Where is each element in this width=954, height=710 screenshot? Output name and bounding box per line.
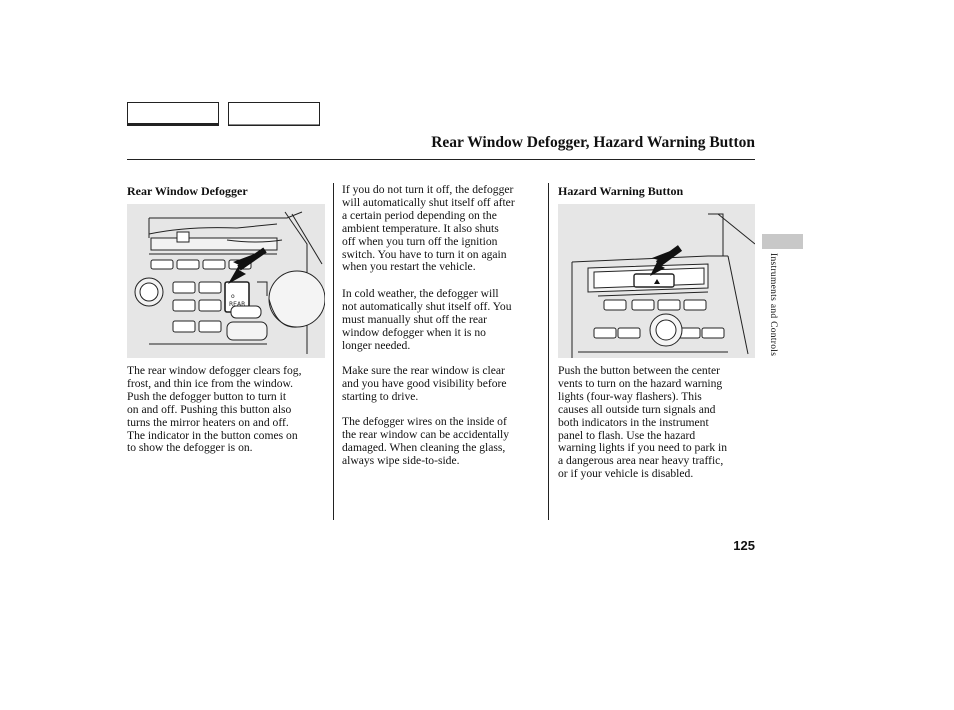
hazard-heading: Hazard Warning Button — [558, 184, 684, 198]
nav-box-main-menu[interactable] — [127, 102, 219, 126]
defogger-paragraph-2: If you do not turn it off, the defogger will automatically shut itself off after a certain period depending on the ambient temperature. It also shuts off when you turn off the ignition switch. You have to turn it on again when you restart the vehicle. — [342, 183, 515, 274]
column-divider — [548, 183, 549, 520]
defogger-heading: Rear Window Defogger — [127, 184, 248, 198]
defogger-figure — [127, 204, 325, 358]
defogger-paragraph-3: In cold weather, the defogger will not automatically shut itself off. You must manually shut off the rear window defogger when it is no longer needed. — [342, 287, 512, 352]
section-tab — [762, 234, 803, 249]
defogger-paragraph-5: The defogger wires on the inside of the rear window can be accidentally damaged. When cleaning the glass, always wipe side-to-side. — [342, 415, 510, 467]
page-title: Rear Window Defogger, Hazard Warning Button — [431, 134, 755, 151]
rear-defogger-button-illustration-icon — [127, 204, 325, 358]
title-rule — [127, 159, 755, 160]
defogger-paragraph-4: Make sure the rear window is clear and you have good visibility before starting to drive. — [342, 364, 507, 403]
defogger-paragraph-1: The rear window defogger clears fog, frost, and thin ice from the window. Push the defogger button to turn it on and off. Pushing this button also turns the mirror heaters on and off. The indicator in the button comes on to show the defogger is on. — [127, 364, 302, 455]
section-label: Instruments and Controls — [768, 253, 778, 357]
hazard-button-illustration-icon — [558, 204, 755, 358]
hazard-paragraph-1: Push the button between the center vents to turn on the hazard warning lights (four-way flashers). This causes all outside turn signals and both indicators in the instrument panel to flash. Use the hazard warning lights if you need to park in a dangerous area near heavy traffic, or if your vehicle is disabled. — [558, 364, 728, 481]
hazard-figure — [558, 204, 755, 358]
column-divider — [333, 183, 334, 520]
svg-text:o: o — [231, 293, 235, 300]
page-number: 125 — [733, 538, 755, 553]
svg-text:REAR: REAR — [229, 301, 246, 308]
nav-box-index[interactable] — [228, 102, 320, 126]
